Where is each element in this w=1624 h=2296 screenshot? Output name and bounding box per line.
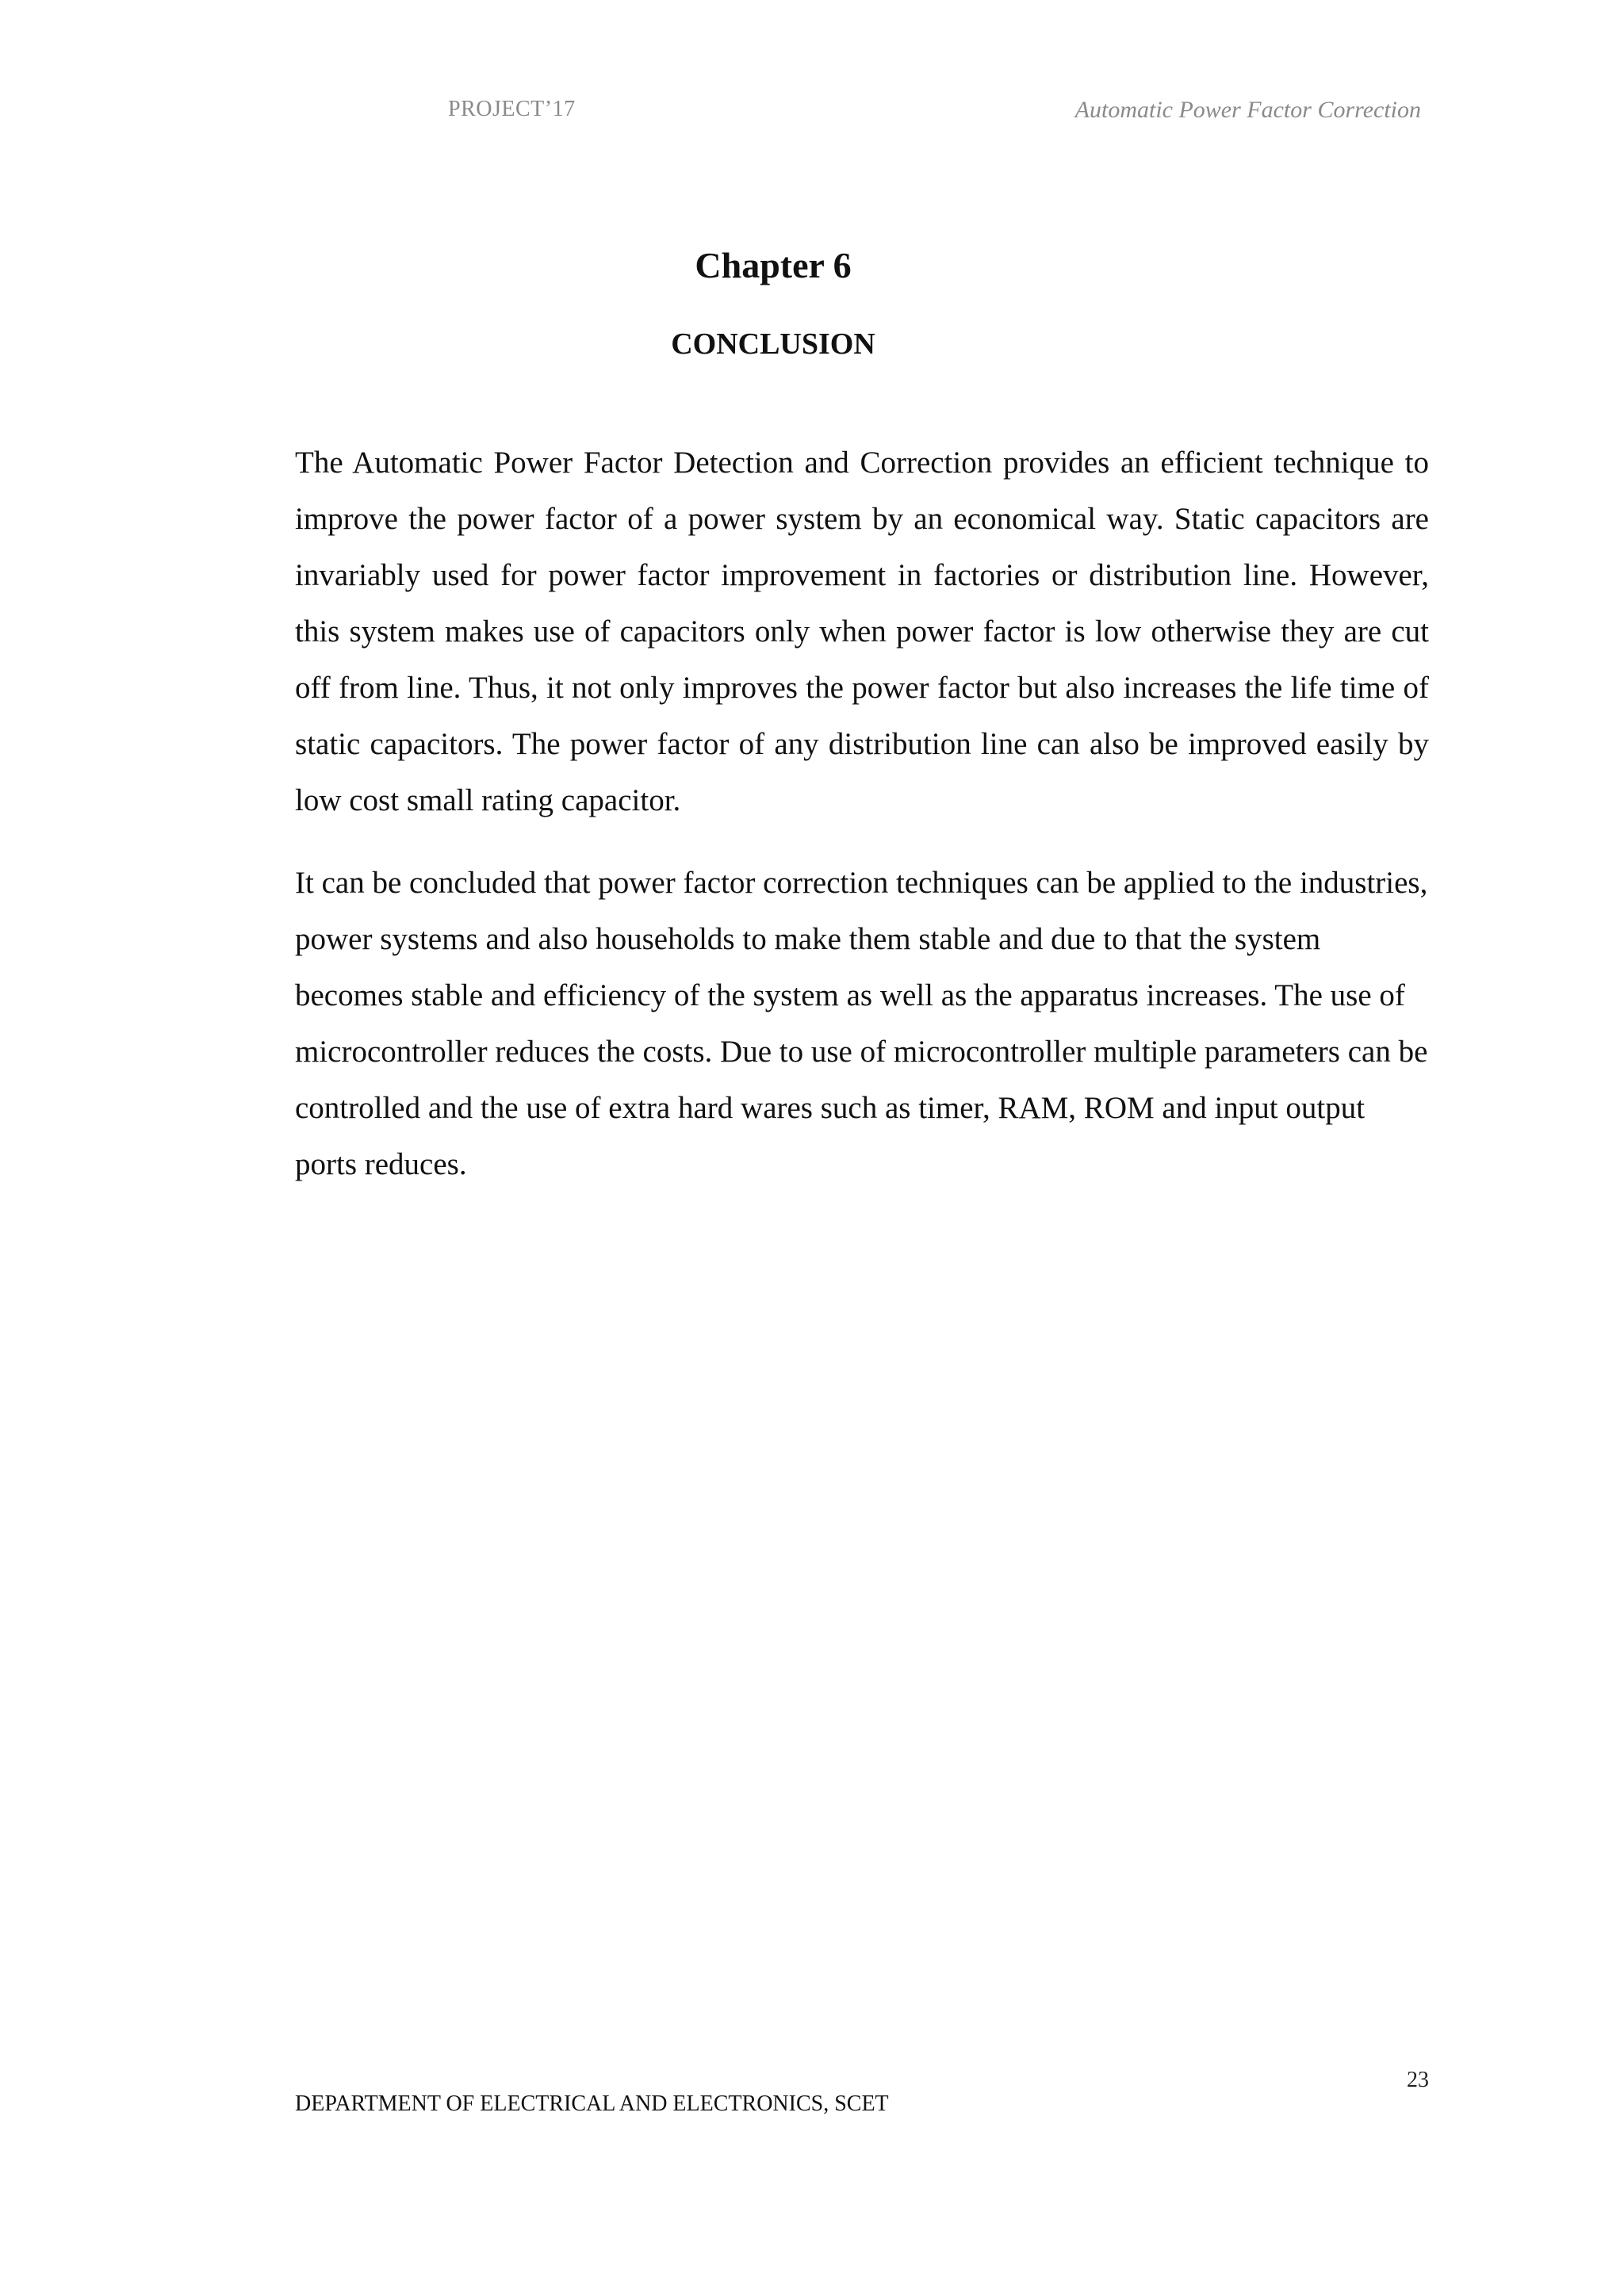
paragraph: The Automatic Power Factor Detection and Correction provides an efficient technique to improve the power factor of a power system by an economical way. Static capacitors are invariably used for power factor improvement in factories or distribution line. However, this system makes use of capacitors only when power factor is low otherwise they are cut off from line. Thus, it not only improves the power factor but also increases the life time of static capacitors. The power factor of any distribution line can also be improved easily by low cost small rating capacitor.	[295, 446, 1429, 817]
page-number: 23	[1407, 2068, 1429, 2092]
footer-department: DEPARTMENT OF ELECTRICAL AND ELECTRONICS, SCET	[295, 2091, 889, 2116]
header-document-title: Automatic Power Factor Correction	[1074, 97, 1421, 123]
paragraph: It can be concluded that power factor correction techniques can be applied to the industries, power systems and also households to make them stable and due to that the system becomes stable and efficiency of the system as well as the apparatus increases. The use of microcontroller reduces the costs. Due to use of microcontroller multiple parameters can be controlled and the use of extra hard wares such as timer, RAM, ROM and input output ports reduces.	[295, 866, 1428, 1181]
chapter-title: Chapter 6	[695, 245, 852, 285]
section-title: CONCLUSION	[671, 327, 875, 361]
header-project-label: PROJECT’17	[448, 97, 576, 121]
body-text	[295, 434, 1429, 1192]
